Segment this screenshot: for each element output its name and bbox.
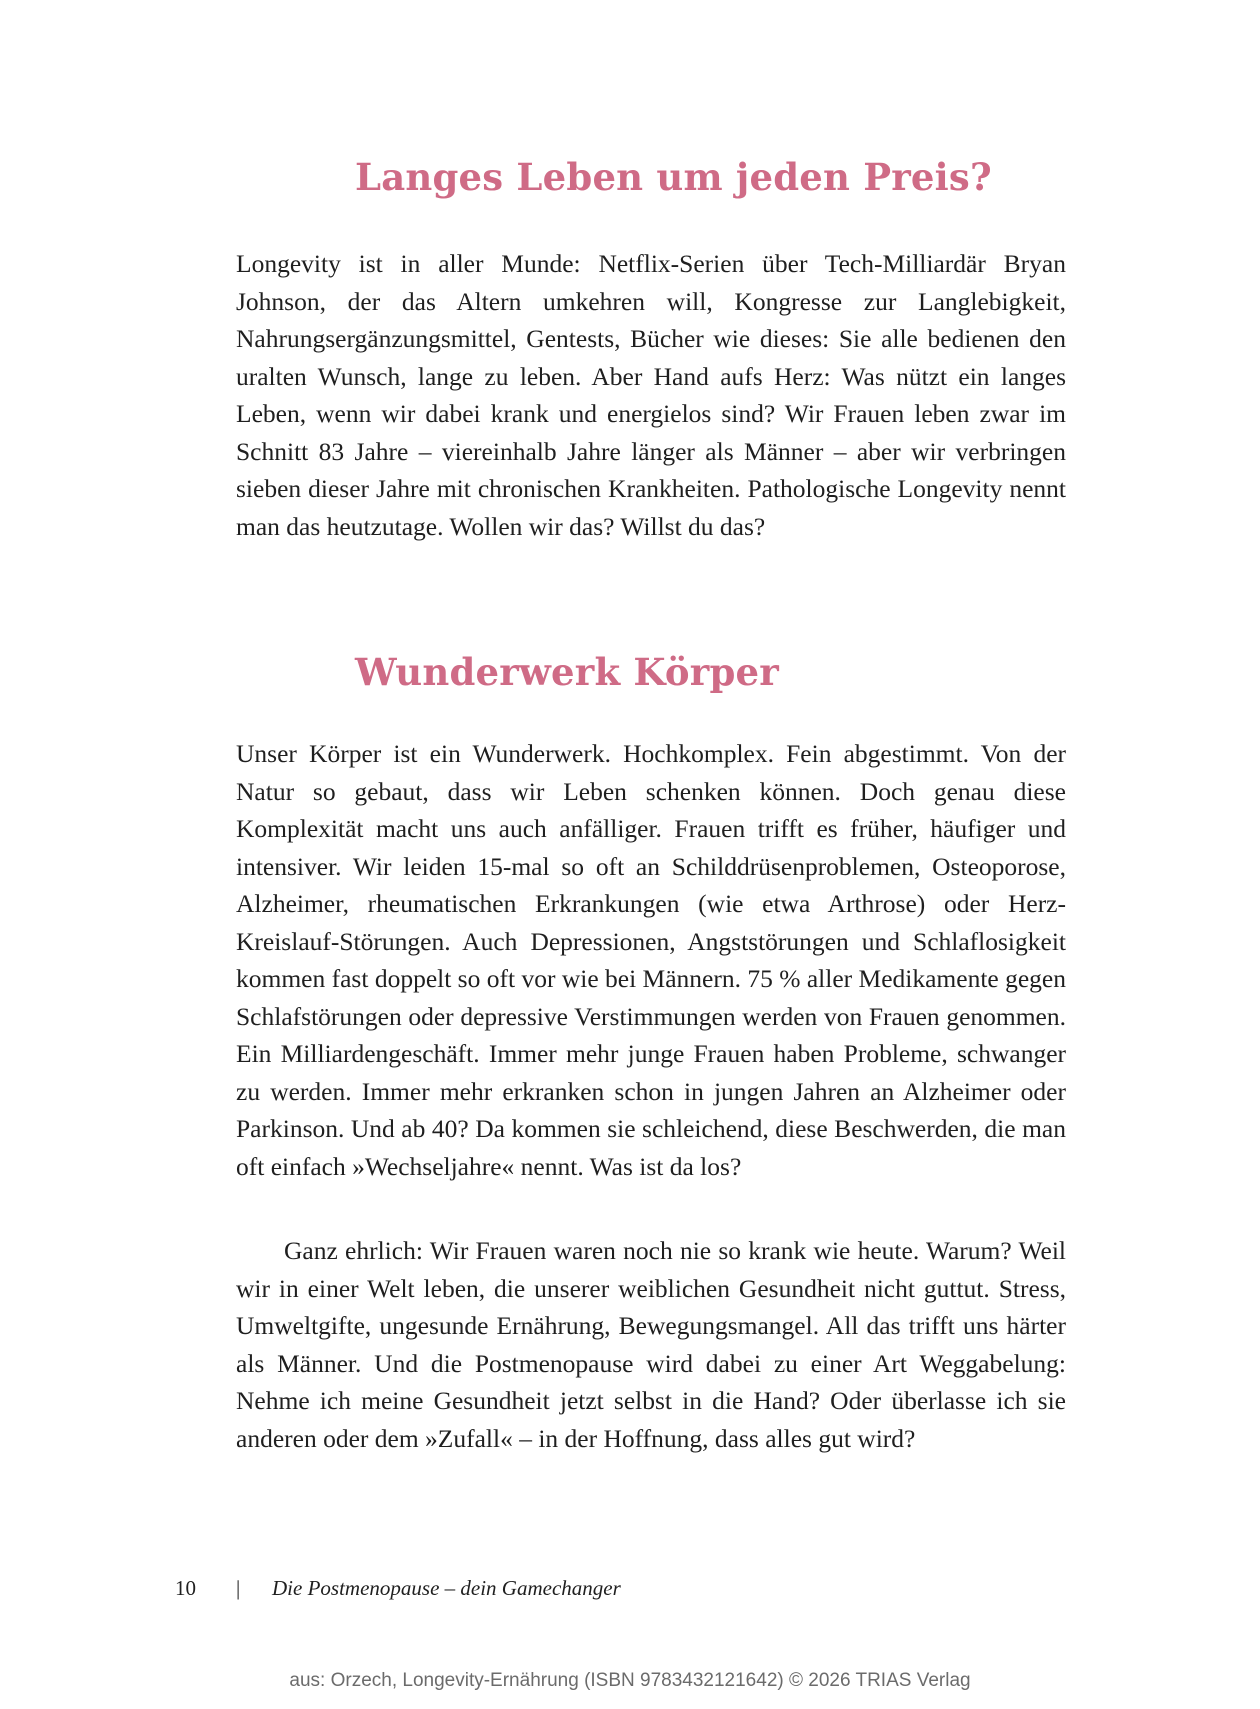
body-paragraph: Longevity ist in aller Munde: Netflix-Serien über Tech-Milliardär Bryan Johnson, der das Altern umkehren will, Kongresse zur Langlebigkeit, Nahrungsergänzungsmittel, Gentests, Bücher wie dieses: Sie alle bedienen den uralten Wunsch, lange zu leben. Aber Hand aufs Herz: Was nützt ein langes Leben, wenn wir dabei krank und energielos sind? Wir Frauen leben zwar im Schnitt 83 Jahre – viereinhalb Jahre länger als Männer – aber wir verbringen sieben dieser Jahre mit chronischen Krankheiten. Pathologische Longevity nennt man das heutzutage. Wollen wir das? Willst du das? [236, 249, 1066, 541]
page-number: 10 [175, 1576, 196, 1600]
footer-separator: | [236, 1576, 241, 1600]
body-paragraph: Ganz ehrlich: Wir Frauen waren noch nie so krank wie heute. Warum? Weil wir in einer Welt leben, die unserer weiblichen Gesundheit nicht guttut. Stress, Umweltgifte, ungesunde Ernährung, Bewegungsmangel. All das trifft uns härter als Männer. Und die Postmenopause wird dabei zu einer Art Weggabelung: Nehme ich meine Gesundheit jetzt selbst in die Hand? Oder überlasse ich sie anderen oder dem »Zufall« – in der Hoffnung, dass alles gut wird? [236, 1236, 1066, 1453]
section-heading-wunderwerk-koerper: Wunderwerk Körper [355, 650, 779, 694]
body-paragraph: Unser Körper ist ein Wunderwerk. Hochkomplex. Fein abgestimmt. Von der Natur so gebaut, dass wir Leben schenken können. Doch genau diese Komplexität macht uns auch anfälliger. Frauen trifft es früher, häufiger und intensiver. Wir leiden 15-mal so oft an Schilddrüsenproblemen, Osteoporose, Alzheimer, rheumatischen Erkrankungen (wie etwa Arthrose) oder Herz-Kreislauf-Störungen. Auch Depressionen, Angststörungen und Schlaflosigkeit kommen fast doppelt so oft vor wie bei Männern. 75 % aller Medikamente gegen Schlafstörungen oder depressive Verstimmungen werden von Frauen genommen. Ein Milliardengeschäft. Immer mehr junge Frauen haben Probleme, schwanger zu werden. Immer mehr erkranken schon in jungen Jahren an Alzheimer oder Parkinson. Und ab 40? Da kommen sie schleichend, diese Beschwerden, die man oft einfach »Wechseljahre« nennt. Was ist da los? [236, 739, 1066, 1181]
section-heading-langes-leben: Langes Leben um jeden Preis? [355, 155, 992, 199]
running-title: Die Postmenopause – dein Gamechanger [272, 1576, 621, 1600]
source-credit: aus: Orzech, Longevity-Ernährung (ISBN 9783432121642) © 2026 TRIAS Verlag [289, 1670, 971, 1691]
